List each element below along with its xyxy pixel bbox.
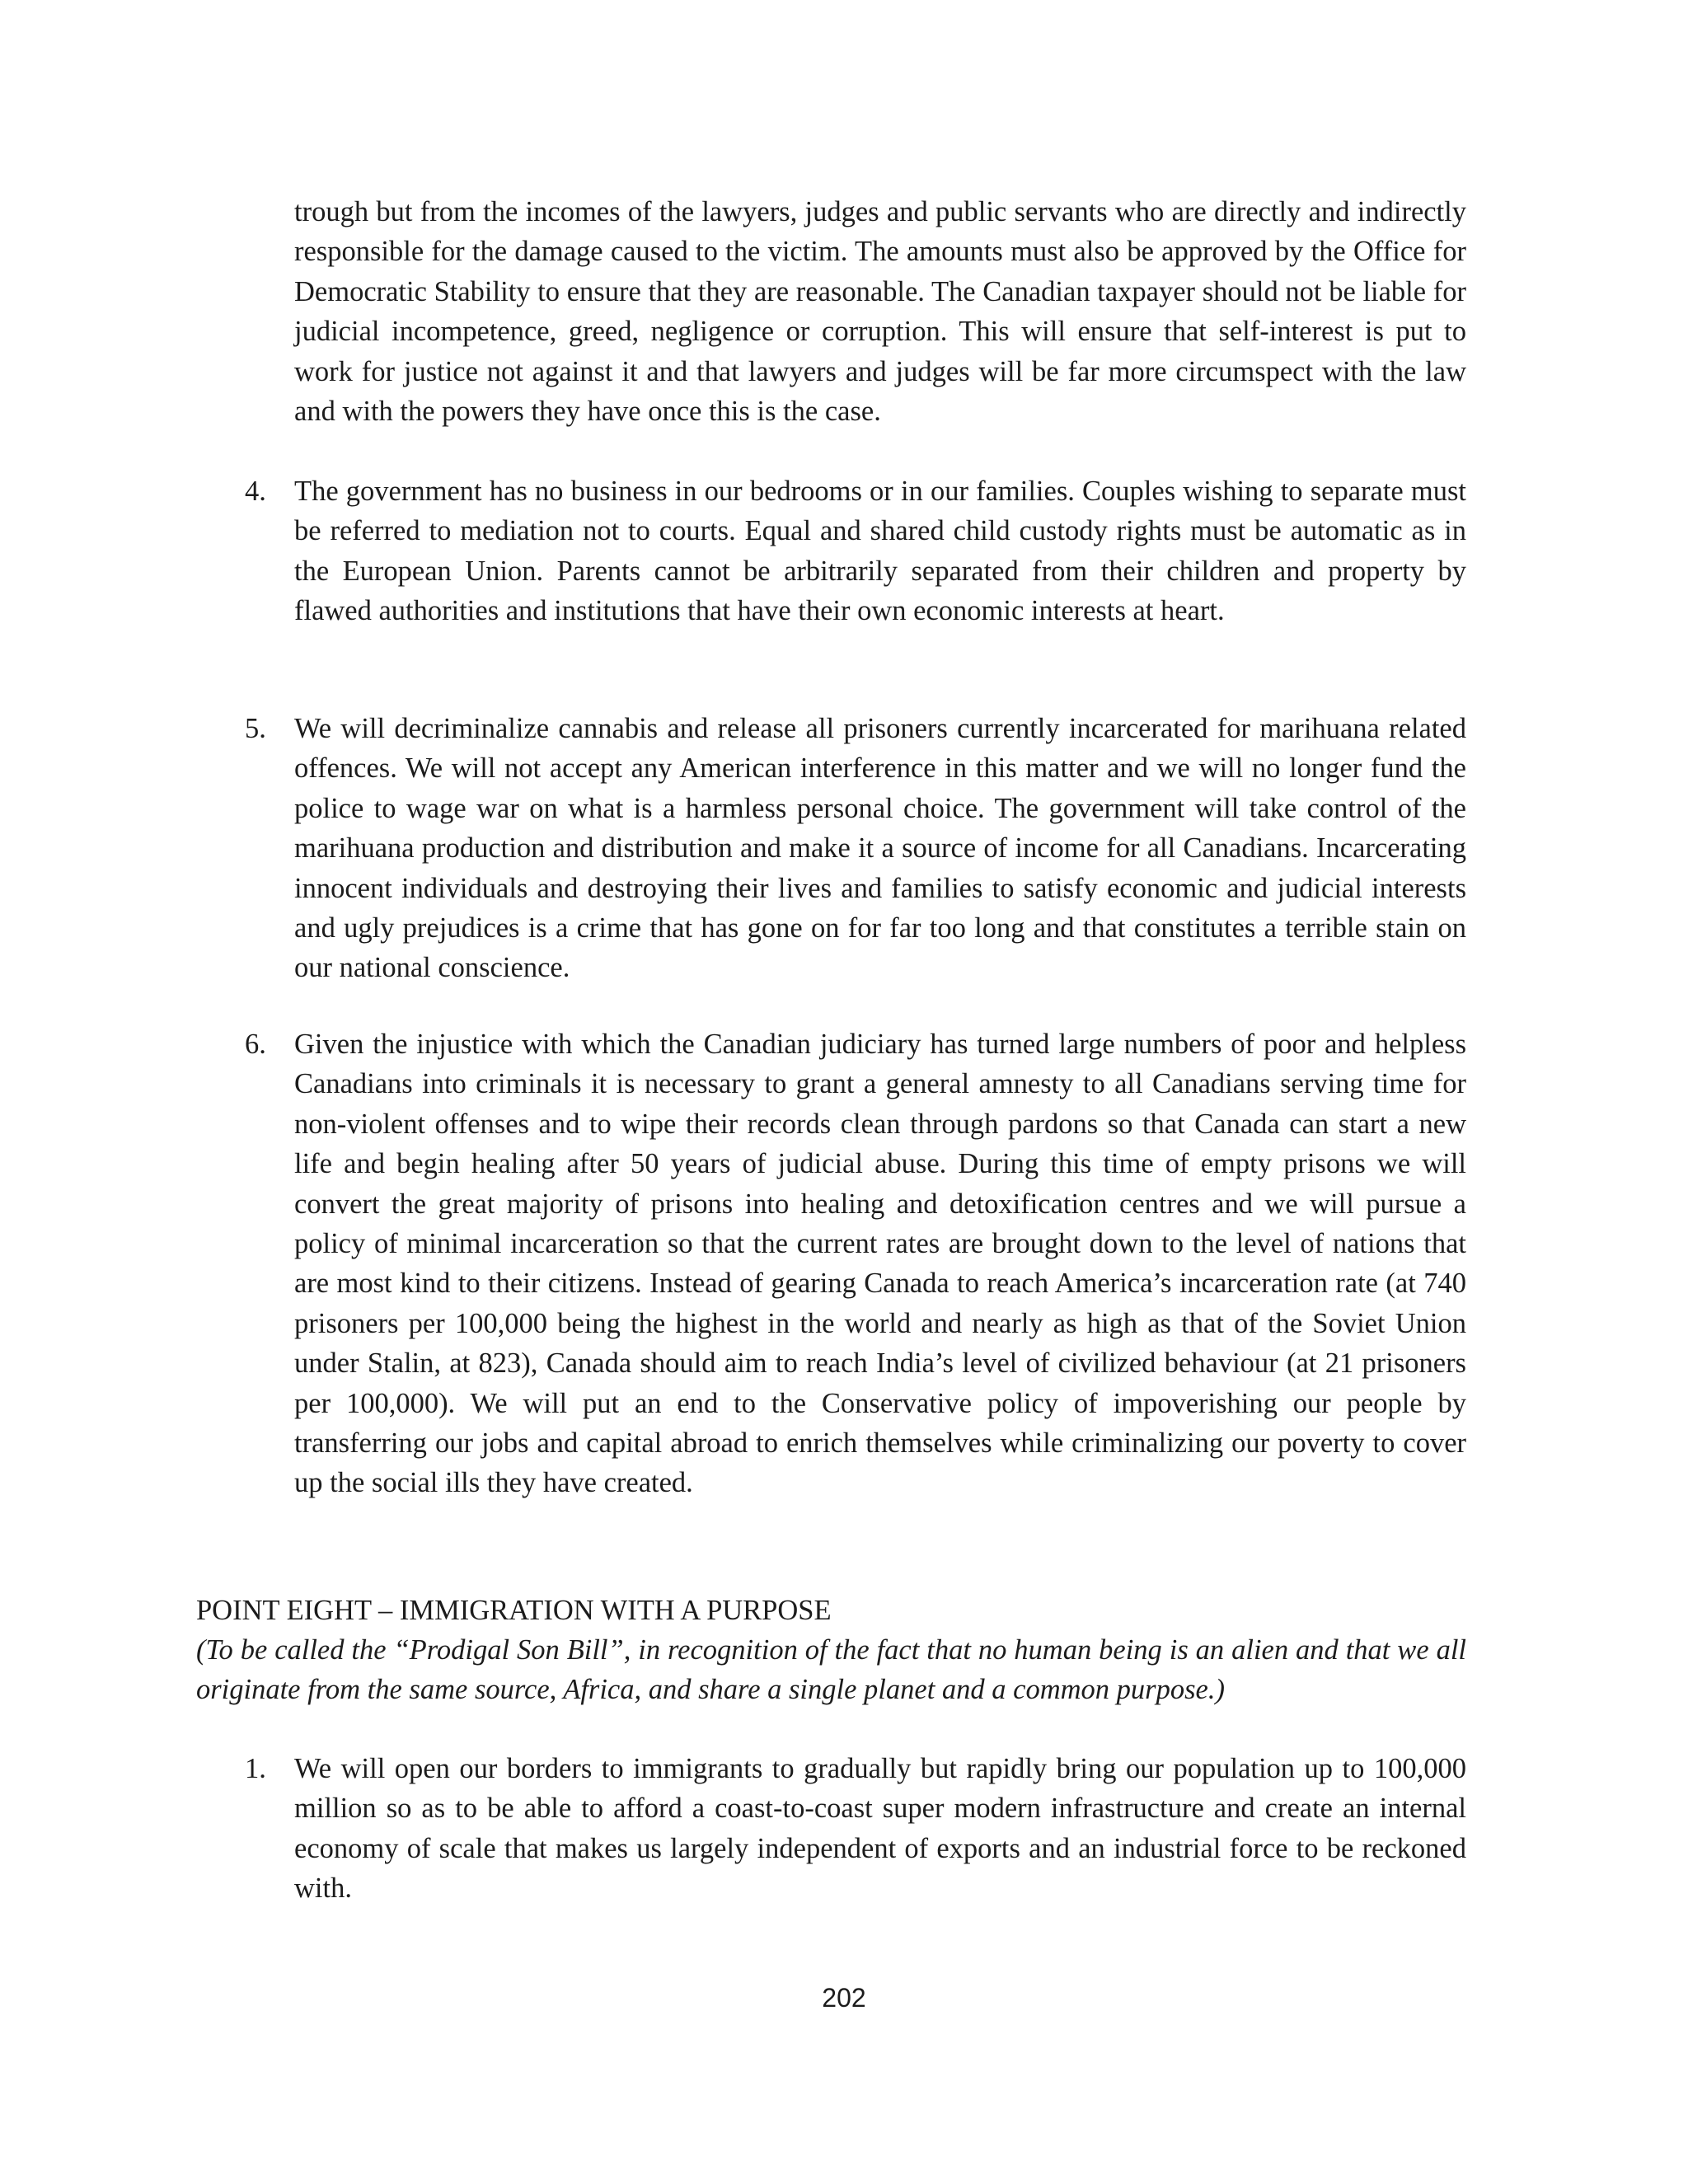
list-item-number: 6. bbox=[245, 1029, 266, 1060]
page-number: 202 bbox=[822, 1983, 866, 2013]
list-item-text: The government has no business in our bedrooms or in our families. Couples wishing to separate must be referred to mediation not to courts. Equal and shared child custody rights must be automatic as in the European Union. Parents cannot be arbitrarily separated from their children and property by flawed authorities and institutions that have their own economic interests at heart. bbox=[294, 476, 1466, 627]
section-heading: POINT EIGHT – IMMIGRATION WITH A PURPOSE bbox=[196, 1595, 832, 1626]
list-item-number: 5. bbox=[245, 713, 266, 744]
list-item-text: Given the injustice with which the Canadian judiciary has turned large numbers of poor and helpless Canadians into criminals it is necessary to grant a general amnesty to all Canadians serving time for non-violent offenses and to wipe their records clean through pardons so that Canada can start a new life and begin healing after 50 years of judicial abuse. During this time of empty prisons we will convert the great majority of prisons into healing and detoxification centres and we will pursue a policy of minimal incarceration so that the current rates are brought down to the level of nations that are most kind to their citizens. Instead of gearing Canada to reach America’s incarceration rate (at 740 prisoners per 100,000 being the highest in the world and nearly as high as that of the Soviet Union under Stalin, at 823), Canada should aim to reach India’s level of civilized behaviour (at 21 prisoners per 100,000). We will put an end to the Conservative policy of impoverishing our people by transferring our jobs and capital abroad to enrich themselves while criminalizing our poverty to cover up the social ills they have created. bbox=[294, 1029, 1466, 1499]
list-item-number: 1. bbox=[245, 1753, 266, 1784]
list-item bbox=[245, 1749, 1466, 1909]
section-subtitle: (To be called the “Prodigal Son Bill”, in recognition of the fact that no human being is an alien and that we all originate from the same source, Africa, and share a single planet and a common purpose.) bbox=[196, 1634, 1466, 1706]
continuation-paragraph: trough but from the incomes of the lawyers, judges and public servants who are directly and indirectly responsible for the damage caused to the victim. The amounts must also be approved by the Office for Democratic Stability to ensure that they are reasonable. The Canadian taxpayer should not be liable for judicial incompetence, greed, negligence or corruption. This will ensure that self-interest is put to work for justice not against it and that lawyers and judges will be far more circumspect with the law and with the powers they have once this is the case. bbox=[294, 196, 1466, 428]
list-item bbox=[245, 1024, 1466, 1503]
list-item-text: We will decriminalize cannabis and release all prisoners currently incarcerated for marihuana related offences. We will not accept any American interference in this matter and we will no longer fund the police to wage war on what is a harmless personal choice. The government will take control of the marihuana production and distribution and make it a source of income for all Canadians. Incarcerating innocent individuals and destroying their lives and families to satisfy economic and judicial interests and ugly prejudices is a crime that has gone on for far too long and that constitutes a terrible stain on our national conscience. bbox=[294, 713, 1466, 984]
list-item bbox=[245, 471, 1466, 631]
list-item-text: We will open our borders to immigrants to gradually but rapidly bring our population up to 100,000 million so as to be able to afford a coast-to-coast super modern infrastructure and create an internal economy of scale that makes us largely independent of exports and an industrial force to be reckoned with. bbox=[294, 1753, 1466, 1905]
list-item-number: 4. bbox=[245, 476, 266, 507]
list-item bbox=[245, 709, 1466, 988]
